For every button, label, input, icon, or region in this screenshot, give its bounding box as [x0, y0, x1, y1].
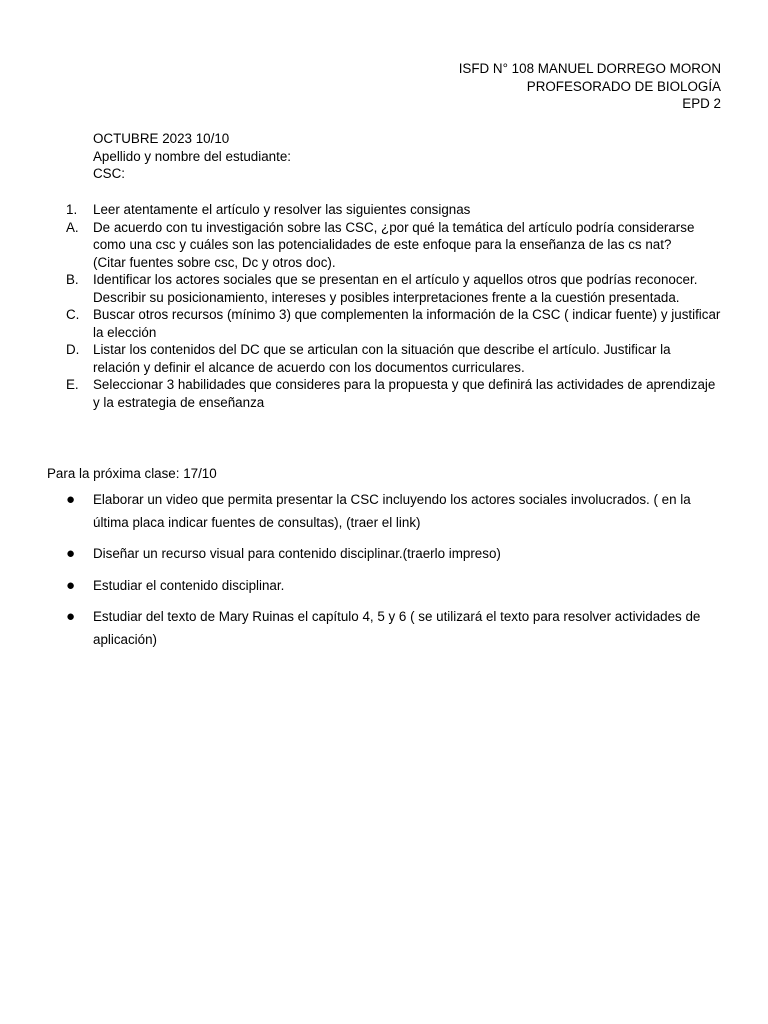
task-item-d	[66, 341, 721, 376]
bullet-icon: ●	[66, 576, 76, 594]
program-name: PROFESORADO DE BIOLOGÍA	[526, 78, 721, 94]
task-marker: A.	[66, 219, 79, 235]
assignment-meta	[93, 130, 291, 183]
task-marker: C.	[66, 307, 80, 322]
next-class-title: Para la próxima clase: 17/10	[47, 466, 217, 481]
task-text: Leer atentamente el artículo y resolver las siguientes consignas	[93, 202, 471, 217]
list-item	[66, 575, 726, 598]
task-text: Seleccionar 3 habilidades que consideres para la propuesta y que definirá las actividades de aprendizaje y la estrategia de enseñanza	[93, 377, 716, 410]
task-item-b	[66, 271, 721, 306]
list-item	[66, 489, 726, 534]
task-text: Listar los contenidos del DC que se articulan con la situación que describe el artículo. Justificar la relación y definir el alcance de acuerdo con los documentos curriculares.	[93, 342, 671, 375]
task-item-1	[66, 201, 721, 219]
task-item-c	[66, 306, 721, 341]
task-marker: D.	[66, 342, 80, 357]
list-item-text: Elaborar un video que permita presentar la CSC incluyendo los actores sociales involucrados. ( en la última placa indicar fuentes de consultas), (traer el link)	[93, 492, 691, 530]
bullet-icon: ●	[66, 608, 76, 625]
task-note: (Citar fuentes sobre csc, Dc y otros doc).	[93, 254, 336, 270]
bullet-icon: ●	[66, 545, 76, 562]
institution-name: ISFD N° 108 MANUEL DORREGO MORON	[458, 61, 721, 76]
list-item-text: Diseñar un recurso visual para contenido disciplinar.(traerlo impreso)	[93, 546, 501, 561]
next-class-list	[66, 489, 726, 660]
course-code: EPD 2	[682, 96, 721, 111]
task-item-e	[66, 376, 721, 411]
task-marker: B.	[66, 272, 79, 287]
task-marker: 1.	[66, 202, 78, 217]
list-item-text: Estudiar del texto de Mary Ruinas el capítulo 4, 5 y 6 ( se utilizará el texto para resolver actividades de aplicación)	[93, 609, 701, 647]
list-item	[66, 606, 726, 651]
task-item-a	[66, 219, 721, 272]
task-text: Buscar otros recursos (mínimo 3) que complementen la información de la CSC ( indicar fuente) y justificar la elección	[93, 307, 721, 340]
task-list	[66, 201, 721, 411]
task-marker: E.	[66, 377, 79, 392]
csc-label: CSC:	[93, 166, 125, 181]
list-item	[66, 543, 726, 566]
institution-header	[459, 60, 721, 113]
assignment-date: OCTUBRE 2023 10/10	[93, 131, 230, 146]
bullet-icon: ●	[66, 491, 76, 508]
student-name-label: Apellido y nombre del estudiante:	[93, 148, 292, 164]
list-item-text: Estudiar el contenido disciplinar.	[93, 577, 285, 593]
task-text: Identificar los actores sociales que se presentan en el artículo y aquellos otros que podrías reconocer. Describir su posicionamiento, intereses y posibles interpretaciones frente a la cuestión presentada.	[93, 272, 698, 305]
task-text: De acuerdo con tu investigación sobre las CSC, ¿por qué la temática del artículo podría considerarse como una csc y cuáles son las potencialidades de este enfoque para la enseñanza de las cs nat?	[93, 219, 695, 252]
